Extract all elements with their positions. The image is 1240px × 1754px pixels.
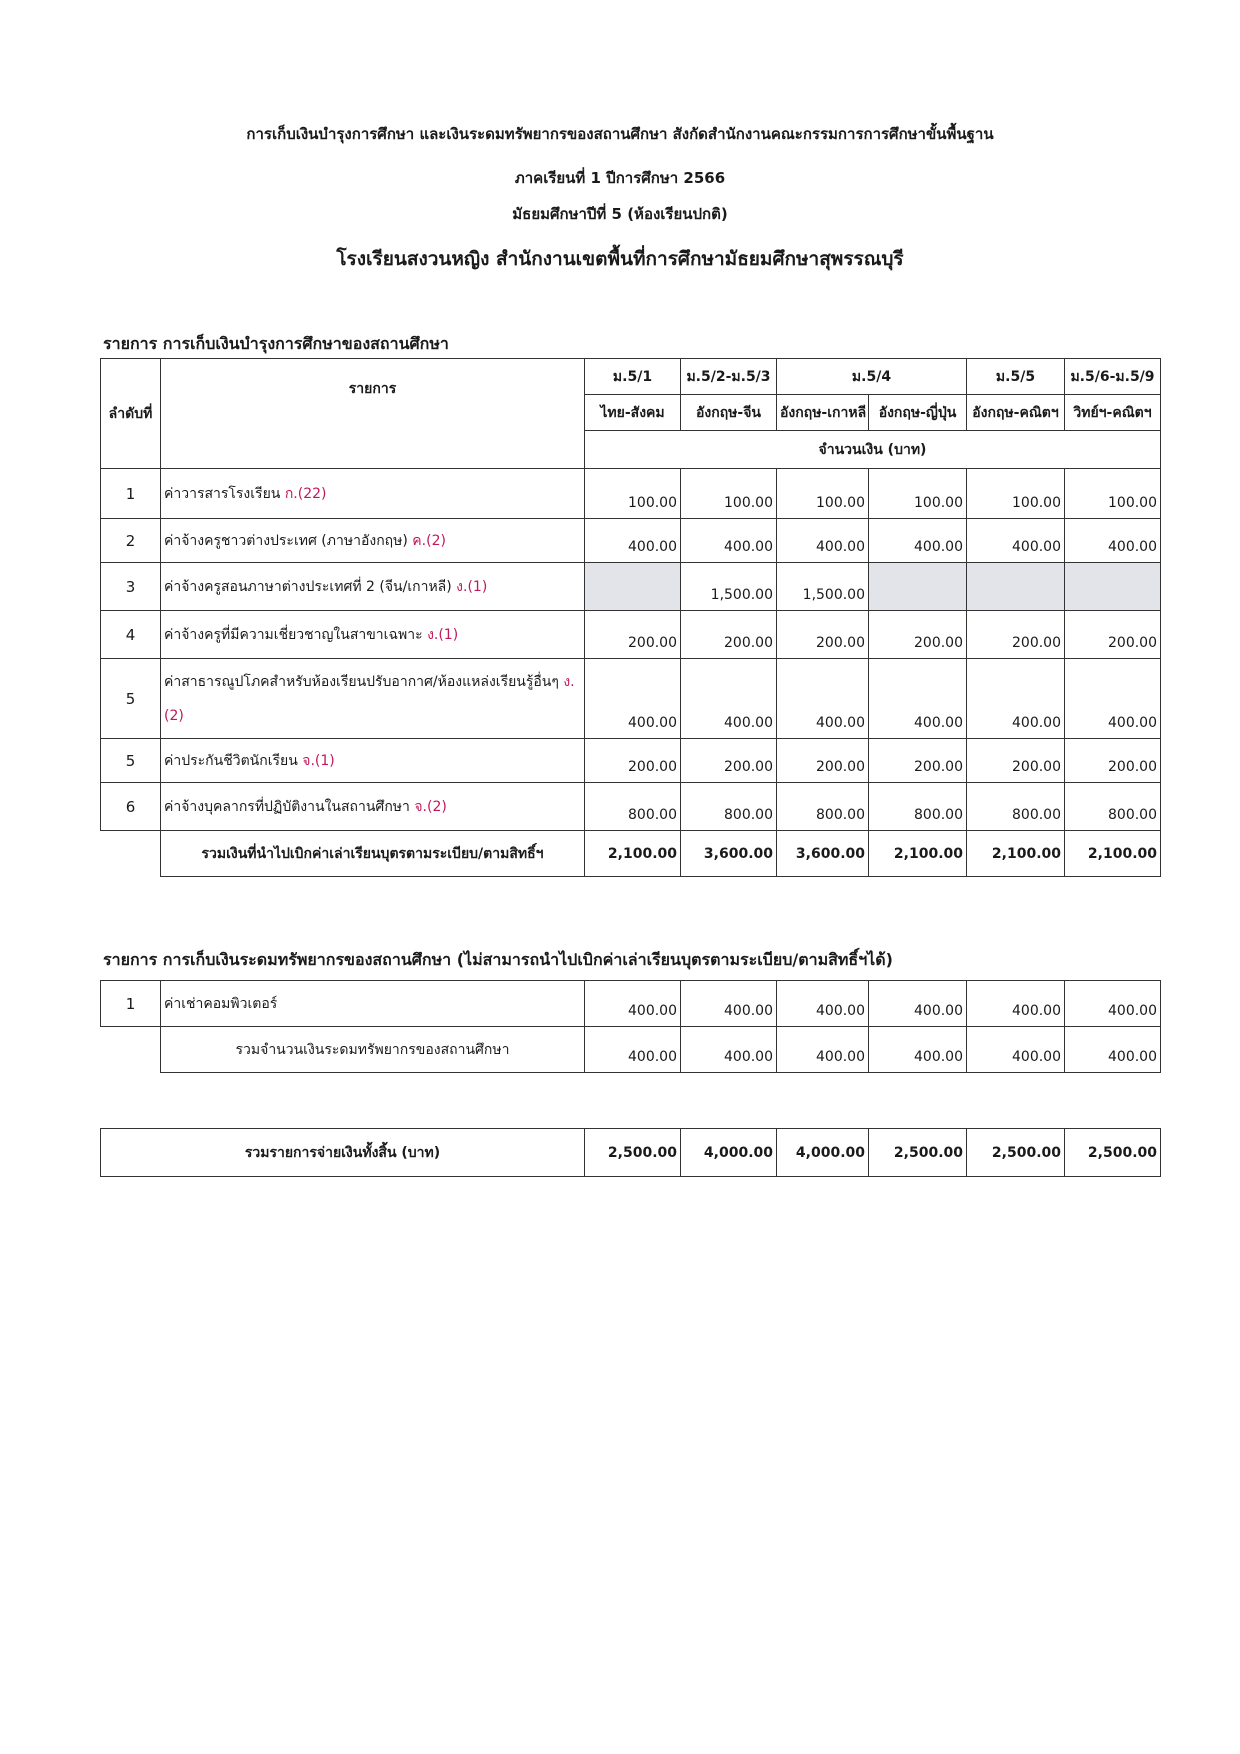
amount-cell: 200.00 xyxy=(967,611,1065,659)
amount-cell: 400.00 xyxy=(585,519,681,563)
program-header: อังกฤษ-คณิตฯ xyxy=(967,395,1065,431)
budget-code: ง.(1) xyxy=(427,626,459,643)
amount-cell: 400.00 xyxy=(777,981,869,1027)
amount-cell: 400.00 xyxy=(967,659,1065,739)
amount-cell: 400.00 xyxy=(967,519,1065,563)
amount-cell: 200.00 xyxy=(869,611,967,659)
grand-total-label: รวมรายการจ่ายเงินทั้งสิ้น (บาท) xyxy=(101,1129,585,1177)
amount-cell: 1,500.00 xyxy=(681,563,777,611)
amount-cell: 200.00 xyxy=(777,611,869,659)
amount-cell: 400.00 xyxy=(869,659,967,739)
amount-cell: 400.00 xyxy=(869,519,967,563)
amount-cell: 100.00 xyxy=(681,469,777,519)
group-header: ม.5/6-ม.5/9 xyxy=(1065,359,1161,395)
total-cell: 2,100.00 xyxy=(1065,831,1161,877)
fee-table xyxy=(100,358,1161,877)
grade-line: มัธยมศึกษาปีที่ 5 (ห้องเรียนปกติ) xyxy=(512,205,728,223)
table-row xyxy=(101,659,1161,739)
grand-total-cell: 4,000.00 xyxy=(681,1129,777,1177)
amount-cell-empty xyxy=(1065,563,1161,611)
amount-cell: 800.00 xyxy=(585,783,681,831)
total-cell: 2,100.00 xyxy=(585,831,681,877)
amount-cell: 100.00 xyxy=(585,469,681,519)
document-title: การเก็บเงินบำรุงการศึกษา และเงินระดมทรัพยากรของสถานศึกษา สังกัดสำนักงานคณะกรรมการการศึกษาขั้นพื้นฐาน xyxy=(246,125,994,143)
amount-cell: 100.00 xyxy=(869,469,967,519)
row-item: ค่าจ้างบุคลากรที่ปฏิบัติงานในสถานศึกษา xyxy=(164,798,415,815)
grand-total-cell: 4,000.00 xyxy=(777,1129,869,1177)
group-header: ม.5/4 xyxy=(777,359,967,395)
budget-code: ค.(2) xyxy=(412,532,446,549)
total-cell: 2,100.00 xyxy=(967,831,1065,877)
grand-total-cell: 2,500.00 xyxy=(585,1129,681,1177)
amount-cell-empty xyxy=(967,563,1065,611)
program-header: อังกฤษ-เกาหลี xyxy=(777,395,869,431)
amount-cell: 400.00 xyxy=(1065,659,1161,739)
amount-cell-empty xyxy=(869,563,967,611)
table-row xyxy=(101,611,1161,659)
row-no: 1 xyxy=(101,469,161,519)
grand-total-cell: 2,500.00 xyxy=(869,1129,967,1177)
amount-cell: 400.00 xyxy=(681,519,777,563)
program-header: อังกฤษ-ญี่ปุ่น xyxy=(869,395,967,431)
grand-total-cell: 2,500.00 xyxy=(1065,1129,1161,1177)
amount-cell: 200.00 xyxy=(681,611,777,659)
amount-cell: 400.00 xyxy=(681,981,777,1027)
row-no: 1 xyxy=(101,981,161,1027)
row-no: 5 xyxy=(101,659,161,739)
amount-cell: 100.00 xyxy=(777,469,869,519)
amount-cell: 800.00 xyxy=(869,783,967,831)
total-cell: 2,100.00 xyxy=(869,831,967,877)
amount-cell: 200.00 xyxy=(777,739,869,783)
amount-header: จำนวนเงิน (บาท) xyxy=(585,431,1161,469)
amount-cell: 200.00 xyxy=(967,739,1065,783)
row-item: ค่าประกันชีวิตนักเรียน xyxy=(164,752,298,769)
row-no: 3 xyxy=(101,563,161,611)
total-cell: 400.00 xyxy=(777,1027,869,1073)
amount-cell: 800.00 xyxy=(777,783,869,831)
program-header: ไทย-สังคม xyxy=(585,395,681,431)
row-item: ค่าวารสารโรงเรียน xyxy=(164,485,281,502)
col-header-item: รายการ xyxy=(161,359,585,469)
total-cell: 400.00 xyxy=(967,1027,1065,1073)
total-label: รวมเงินที่นำไปเบิกค่าเล่าเรียนบุตรตามระเบียบ/ตามสิทธิ์ฯ xyxy=(161,831,585,877)
amount-cell: 800.00 xyxy=(967,783,1065,831)
budget-code: ง.(1) xyxy=(456,578,488,595)
total-cell: 400.00 xyxy=(1065,1027,1161,1073)
row-item: ค่าจ้างครูที่มีความเชี่ยวชาญในสาขาเฉพาะ xyxy=(164,626,423,643)
amount-cell: 400.00 xyxy=(777,659,869,739)
budget-code: ง.(2) xyxy=(164,673,575,724)
total-row xyxy=(101,1027,1161,1073)
total-row xyxy=(101,831,1161,877)
amount-cell: 200.00 xyxy=(869,739,967,783)
program-header: วิทย์ฯ-คณิตฯ xyxy=(1065,395,1161,431)
amount-cell: 100.00 xyxy=(1065,469,1161,519)
row-no: 6 xyxy=(101,783,161,831)
amount-cell: 800.00 xyxy=(1065,783,1161,831)
row-no: 2 xyxy=(101,519,161,563)
amount-cell: 400.00 xyxy=(777,519,869,563)
program-header: อังกฤษ-จีน xyxy=(681,395,777,431)
amount-cell: 400.00 xyxy=(585,981,681,1027)
budget-code: จ.(1) xyxy=(302,752,335,769)
amount-cell: 200.00 xyxy=(681,739,777,783)
table-row xyxy=(101,981,1161,1027)
resource-table xyxy=(100,980,1161,1073)
row-item: ค่าจ้างครูชาวต่างประเทศ (ภาษาอังกฤษ) xyxy=(164,532,408,549)
amount-cell: 400.00 xyxy=(1065,519,1161,563)
amount-cell: 200.00 xyxy=(1065,739,1161,783)
amount-cell: 200.00 xyxy=(585,739,681,783)
grand-total-row xyxy=(101,1129,1161,1177)
budget-code: จ.(2) xyxy=(414,798,447,815)
total-cell: 3,600.00 xyxy=(681,831,777,877)
table-row xyxy=(101,563,1161,611)
amount-cell: 400.00 xyxy=(1065,981,1161,1027)
group-header: ม.5/2-ม.5/3 xyxy=(681,359,777,395)
amount-cell: 400.00 xyxy=(967,981,1065,1027)
table-row xyxy=(101,739,1161,783)
row-item: ค่าสาธารณูปโภคสำหรับห้องเรียนปรับอากาศ/ห้องแหล่งเรียนรู้อื่นๆ xyxy=(164,673,559,690)
total-cell: 400.00 xyxy=(585,1027,681,1073)
table-row xyxy=(101,783,1161,831)
amount-cell: 100.00 xyxy=(967,469,1065,519)
total-label: รวมจำนวนเงินระดมทรัพยากรของสถานศึกษา xyxy=(161,1027,585,1073)
school-name: โรงเรียนสงวนหญิง สำนักงานเขตพื้นที่การศึกษามัธยมศึกษาสุพรรณบุรี xyxy=(336,248,904,270)
semester-line: ภาคเรียนที่ 1 ปีการศึกษา 2566 xyxy=(514,169,726,187)
row-no: 4 xyxy=(101,611,161,659)
amount-cell: 400.00 xyxy=(585,659,681,739)
amount-cell: 200.00 xyxy=(1065,611,1161,659)
table-row xyxy=(101,519,1161,563)
amount-cell: 200.00 xyxy=(585,611,681,659)
budget-code: ก.(22) xyxy=(284,485,327,502)
grand-total-cell: 2,500.00 xyxy=(967,1129,1065,1177)
row-no: 5 xyxy=(101,739,161,783)
grand-total-table xyxy=(100,1128,1161,1177)
amount-cell-empty xyxy=(585,563,681,611)
group-header: ม.5/1 xyxy=(585,359,681,395)
col-header-no: ลำดับที่ xyxy=(101,359,161,469)
group-header: ม.5/5 xyxy=(967,359,1065,395)
total-cell: 400.00 xyxy=(681,1027,777,1073)
row-item: ค่าเช่าคอมพิวเตอร์ xyxy=(161,981,585,1027)
amount-cell: 1,500.00 xyxy=(777,563,869,611)
total-cell: 3,600.00 xyxy=(777,831,869,877)
total-cell: 400.00 xyxy=(869,1027,967,1073)
section1-title: รายการ การเก็บเงินบำรุงการศึกษาของสถานศึกษา xyxy=(103,334,449,353)
table-row xyxy=(101,469,1161,519)
amount-cell: 400.00 xyxy=(681,659,777,739)
section2-title: รายการ การเก็บเงินระดมทรัพยากรของสถานศึกษา (ไม่สามารถนำไปเบิกค่าเล่าเรียนบุตรตามระเบียบ/ตามสิทธิ์ฯได้) xyxy=(103,950,893,969)
row-item: ค่าจ้างครูสอนภาษาต่างประเทศที่ 2 (จีน/เกาหลี) xyxy=(164,578,452,595)
amount-cell: 800.00 xyxy=(681,783,777,831)
amount-cell: 400.00 xyxy=(869,981,967,1027)
